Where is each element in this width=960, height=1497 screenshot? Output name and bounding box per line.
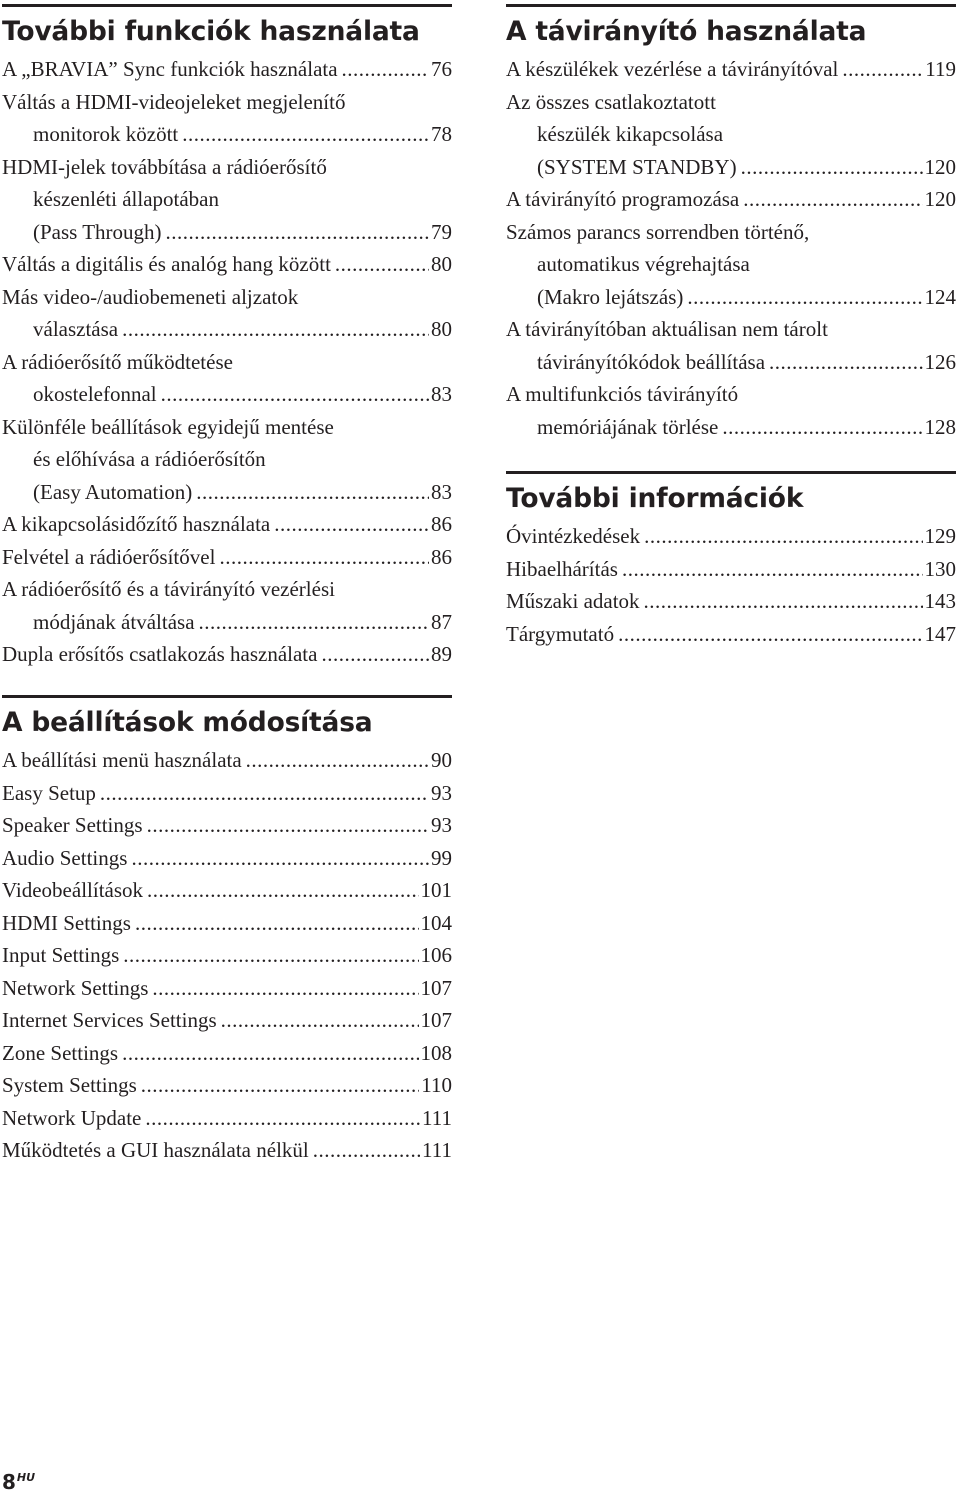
dot-leader (166, 216, 429, 249)
toc-entry-text: A távirányítóban aktuálisan nem tárolt (506, 317, 828, 341)
dot-leader (722, 411, 922, 444)
section-rule (506, 471, 956, 474)
toc-entry-text: System Settings (2, 1073, 137, 1097)
toc-entry-text: okostelefonnal (33, 382, 157, 406)
toc-entry[interactable] (2, 638, 452, 671)
toc-entry-text: memóriájának törlése (537, 414, 719, 439)
section-title: A beállítások módosítása (2, 707, 373, 738)
toc-entry[interactable] (2, 541, 452, 574)
dot-leader (147, 874, 418, 907)
dot-leader (145, 1102, 420, 1135)
toc-page-number: 79 (431, 219, 452, 244)
toc-page-number: 124 (924, 284, 956, 309)
toc-entry-row (2, 1069, 452, 1102)
toc-entry-text: HDMI Settings (2, 910, 131, 935)
section-rule (2, 695, 452, 698)
toc-entry-row (2, 476, 452, 509)
section-title: A távirányító használata (506, 16, 867, 47)
dot-leader (131, 842, 429, 875)
toc-page-number: 107 (420, 975, 452, 1000)
toc-entry-row (2, 378, 452, 411)
toc-entry-text: készenléti állapotában (33, 187, 219, 211)
toc-entry-text: Működtetés a GUI használata nélkül (2, 1138, 309, 1162)
toc-entry-row (2, 216, 452, 249)
toc-page-number: 80 (431, 317, 452, 341)
toc-entry-row (2, 118, 452, 151)
toc-entry-row (506, 585, 956, 618)
toc-page-number: 89 (431, 642, 452, 666)
toc-page-number: 86 (431, 512, 452, 536)
toc-list (506, 520, 956, 650)
toc-entry-row (2, 1004, 452, 1037)
toc-entry-text: Óvintézkedések (506, 524, 641, 548)
section-rule (2, 4, 452, 7)
dot-leader (644, 585, 923, 618)
toc-entry-text: választása (33, 317, 119, 341)
dot-leader (335, 248, 429, 281)
dot-leader (769, 346, 922, 379)
toc-section-settings (2, 695, 452, 1167)
toc-entry-row (2, 1102, 452, 1135)
toc-page-number: 106 (420, 943, 452, 967)
section-title: További információk (506, 483, 804, 514)
dot-leader (221, 1004, 419, 1037)
dot-leader (100, 777, 429, 810)
toc-entry-text: Hibaelhárítás (506, 556, 618, 581)
toc-entry-text: és előhívása a rádióerősítőn (33, 447, 266, 471)
toc-entry-text: monitorok között (33, 122, 179, 146)
dot-leader (182, 118, 429, 151)
toc-entry-text: Az összes csatlakoztatott (506, 89, 716, 114)
toc-entry[interactable] (2, 1134, 452, 1167)
toc-page-number: 99 (431, 845, 452, 870)
toc-entry[interactable] (2, 1004, 452, 1037)
toc-entry-row (2, 1037, 452, 1070)
toc-entry-row (2, 744, 452, 777)
toc-entry-text: A készülékek vezérlése a távirányítóval (506, 57, 839, 81)
toc-entry[interactable] (2, 809, 452, 842)
toc-entry-row (2, 939, 452, 972)
toc-entry-row (506, 618, 956, 651)
toc-entry[interactable] (506, 618, 956, 651)
toc-entry-row (506, 520, 956, 553)
toc-entry-row (2, 809, 452, 842)
toc-entry-row (2, 53, 452, 86)
toc-section-more-info (506, 471, 956, 650)
toc-entry-text: A rádióerősítő működtetése (2, 349, 233, 374)
toc-page-number: 76 (431, 57, 452, 81)
toc-entry[interactable] (506, 86, 956, 184)
language-code: HU (16, 1471, 36, 1485)
toc-section-remote (506, 4, 956, 443)
toc-entry[interactable] (2, 1069, 452, 1102)
toc-page-number: 87 (431, 609, 452, 634)
toc-entry-row (2, 541, 452, 574)
toc-entry[interactable] (2, 573, 452, 638)
toc-entry-row (2, 972, 452, 1005)
toc-entry-text: Különféle beállítások egyidejű mentése (2, 414, 334, 439)
toc-entry-text: Váltás a HDMI-videojeleket megjelenítő (2, 89, 346, 114)
toc-entry-text: Zone Settings (2, 1040, 119, 1065)
toc-entry-row (2, 907, 452, 940)
toc-entry-row (506, 281, 956, 314)
toc-entry-text: A „BRAVIA” Sync funkciók használata (2, 57, 338, 81)
dot-leader (152, 972, 418, 1005)
toc-entry-row (2, 606, 452, 639)
toc-entry-row (506, 411, 956, 444)
toc-entry-row (506, 553, 956, 586)
toc-entry-text: (Pass Through) (33, 219, 162, 244)
toc-entry[interactable] (2, 248, 452, 281)
toc-list (2, 53, 452, 671)
toc-entry[interactable] (2, 972, 452, 1005)
toc-entry-row (2, 1134, 452, 1167)
dot-leader (141, 1069, 419, 1102)
toc-entry[interactable] (2, 744, 452, 777)
section-rule (506, 4, 956, 7)
toc-entry[interactable] (506, 216, 956, 314)
toc-entry[interactable] (2, 874, 452, 907)
dot-leader (122, 1037, 418, 1070)
toc-entry-text: (Easy Automation) (33, 479, 193, 504)
dot-leader (644, 520, 922, 553)
toc-page-number: 86 (431, 544, 452, 569)
toc-entry[interactable] (506, 520, 956, 553)
toc-entry-text: módjának átváltása (33, 609, 195, 634)
toc-page-number: 120 (924, 154, 956, 179)
dot-leader (123, 939, 418, 972)
toc-entry[interactable] (2, 907, 452, 940)
toc-entry-text: Speaker Settings (2, 813, 143, 837)
toc-page-number: 83 (431, 382, 452, 406)
toc-entry[interactable] (2, 411, 452, 509)
toc-entry[interactable] (2, 1037, 452, 1070)
toc-entry-text: távirányítókódok beállítása (537, 349, 766, 374)
toc-page-number: 130 (924, 556, 956, 581)
toc-entry-text: Számos parancs sorrendben történő, (506, 219, 810, 244)
toc-page-number: 111 (422, 1138, 452, 1162)
toc-list (2, 744, 452, 1167)
dot-leader (196, 476, 429, 509)
toc-entry-row (2, 842, 452, 875)
toc-page-number: 80 (431, 252, 452, 276)
toc-page-number: 107 (420, 1008, 452, 1032)
toc-entry-text: Input Settings (2, 943, 120, 967)
toc-entry[interactable] (2, 1102, 452, 1135)
toc-entry-text: Más video-/audiobemeneti aljzatok (2, 284, 299, 309)
dot-leader (313, 1134, 420, 1167)
toc-entry-row (2, 313, 452, 346)
toc-page-number: 128 (924, 414, 956, 439)
dot-leader (743, 183, 922, 216)
toc-entry[interactable] (506, 553, 956, 586)
toc-entry-text: A rádióerősítő és a távirányító vezérlési (2, 577, 335, 601)
toc-entry-row (506, 183, 956, 216)
toc-entry-row (2, 777, 452, 810)
toc-page-number: 93 (431, 813, 452, 837)
dot-leader (122, 313, 429, 346)
toc-page-number: 126 (924, 349, 956, 374)
toc-entry-text: Audio Settings (2, 845, 128, 870)
dot-leader (219, 541, 429, 574)
toc-entry-text: Network Update (2, 1105, 142, 1130)
dot-leader (274, 508, 429, 541)
toc-entry[interactable] (2, 281, 452, 346)
toc-entry[interactable] (506, 313, 956, 378)
toc-entry-row (2, 874, 452, 907)
toc-entry-text: Videobeállítások (2, 878, 144, 902)
toc-page-number: 78 (431, 122, 452, 146)
toc-entry-row (2, 508, 452, 541)
toc-entry-text: készülék kikapcsolása (537, 122, 724, 146)
dot-leader (161, 378, 429, 411)
page-footer (2, 1470, 35, 1494)
toc-entry-text: Műszaki adatok (506, 589, 640, 613)
toc-entry[interactable] (2, 508, 452, 541)
toc-page-number: 111 (422, 1105, 452, 1130)
toc-page-number: 119 (925, 57, 956, 81)
toc-entry-row (506, 346, 956, 379)
toc-entry-text: (Makro lejátszás) (537, 284, 684, 309)
toc-page-number: 143 (924, 589, 956, 613)
toc-entry[interactable] (2, 151, 452, 249)
page-number: 8 (2, 1470, 16, 1494)
toc-entry[interactable] (506, 585, 956, 618)
toc-entry[interactable] (506, 183, 956, 216)
toc-page-number: 108 (420, 1040, 452, 1065)
toc-page-number: 110 (421, 1073, 452, 1097)
toc-entry-text: Dupla erősítős csatlakozás használata (2, 642, 318, 666)
toc-entry-row (2, 248, 452, 281)
toc-entry-row (506, 151, 956, 184)
toc-entry-text: Network Settings (2, 975, 149, 1000)
toc-entry[interactable] (506, 53, 956, 86)
dot-leader (199, 606, 429, 639)
dot-leader (842, 53, 923, 86)
toc-section-extra-functions (2, 4, 452, 671)
toc-entry-text: Tárgymutató (506, 621, 615, 646)
toc-entry-text: A távirányító programozása (506, 187, 740, 211)
toc-page-number: 129 (924, 524, 956, 548)
toc-page-number: 93 (431, 780, 452, 805)
toc-entry[interactable] (2, 86, 452, 151)
dot-leader (147, 809, 429, 842)
toc-entry-text: A kikapcsolásidőzítő használata (2, 512, 271, 536)
toc-entry[interactable] (2, 346, 452, 411)
toc-entry-text: Felvétel a rádióerősítővel (2, 544, 216, 569)
toc-entry-text: A multifunkciós távirányító (506, 382, 739, 406)
toc-page-number: 147 (924, 621, 956, 646)
dot-leader (321, 638, 429, 671)
toc-entry[interactable] (2, 842, 452, 875)
section-title: További funkciók használata (2, 16, 420, 47)
toc-entry-text: (SYSTEM STANDBY) (537, 154, 737, 179)
toc-entry[interactable] (2, 53, 452, 86)
toc-page-number: 120 (924, 187, 956, 211)
toc-entry-row (506, 53, 956, 86)
dot-leader (687, 281, 922, 314)
toc-entry[interactable] (2, 777, 452, 810)
dot-leader (622, 553, 923, 586)
toc-entry[interactable] (2, 939, 452, 972)
dot-leader (342, 53, 429, 86)
dot-leader (135, 907, 419, 940)
toc-page-number: 90 (431, 748, 452, 772)
toc-page-number: 83 (431, 479, 452, 504)
toc-entry-text: HDMI-jelek továbbítása a rádióerősítő (2, 154, 327, 179)
dot-leader (741, 151, 923, 184)
toc-entry-text: Váltás a digitális és analóg hang között (2, 252, 331, 276)
toc-page-number: 104 (420, 910, 452, 935)
toc-entry-text: automatikus végrehajtása (537, 252, 750, 276)
dot-leader (246, 744, 429, 777)
dot-leader (618, 618, 922, 651)
toc-entry-text: Easy Setup (2, 780, 96, 805)
toc-entry-text: Internet Services Settings (2, 1008, 217, 1032)
toc-entry[interactable] (506, 378, 956, 443)
toc-entry-text: A beállítási menü használata (2, 748, 242, 772)
toc-list (506, 53, 956, 443)
toc-entry-row (2, 638, 452, 671)
toc-page-number: 101 (420, 878, 452, 902)
